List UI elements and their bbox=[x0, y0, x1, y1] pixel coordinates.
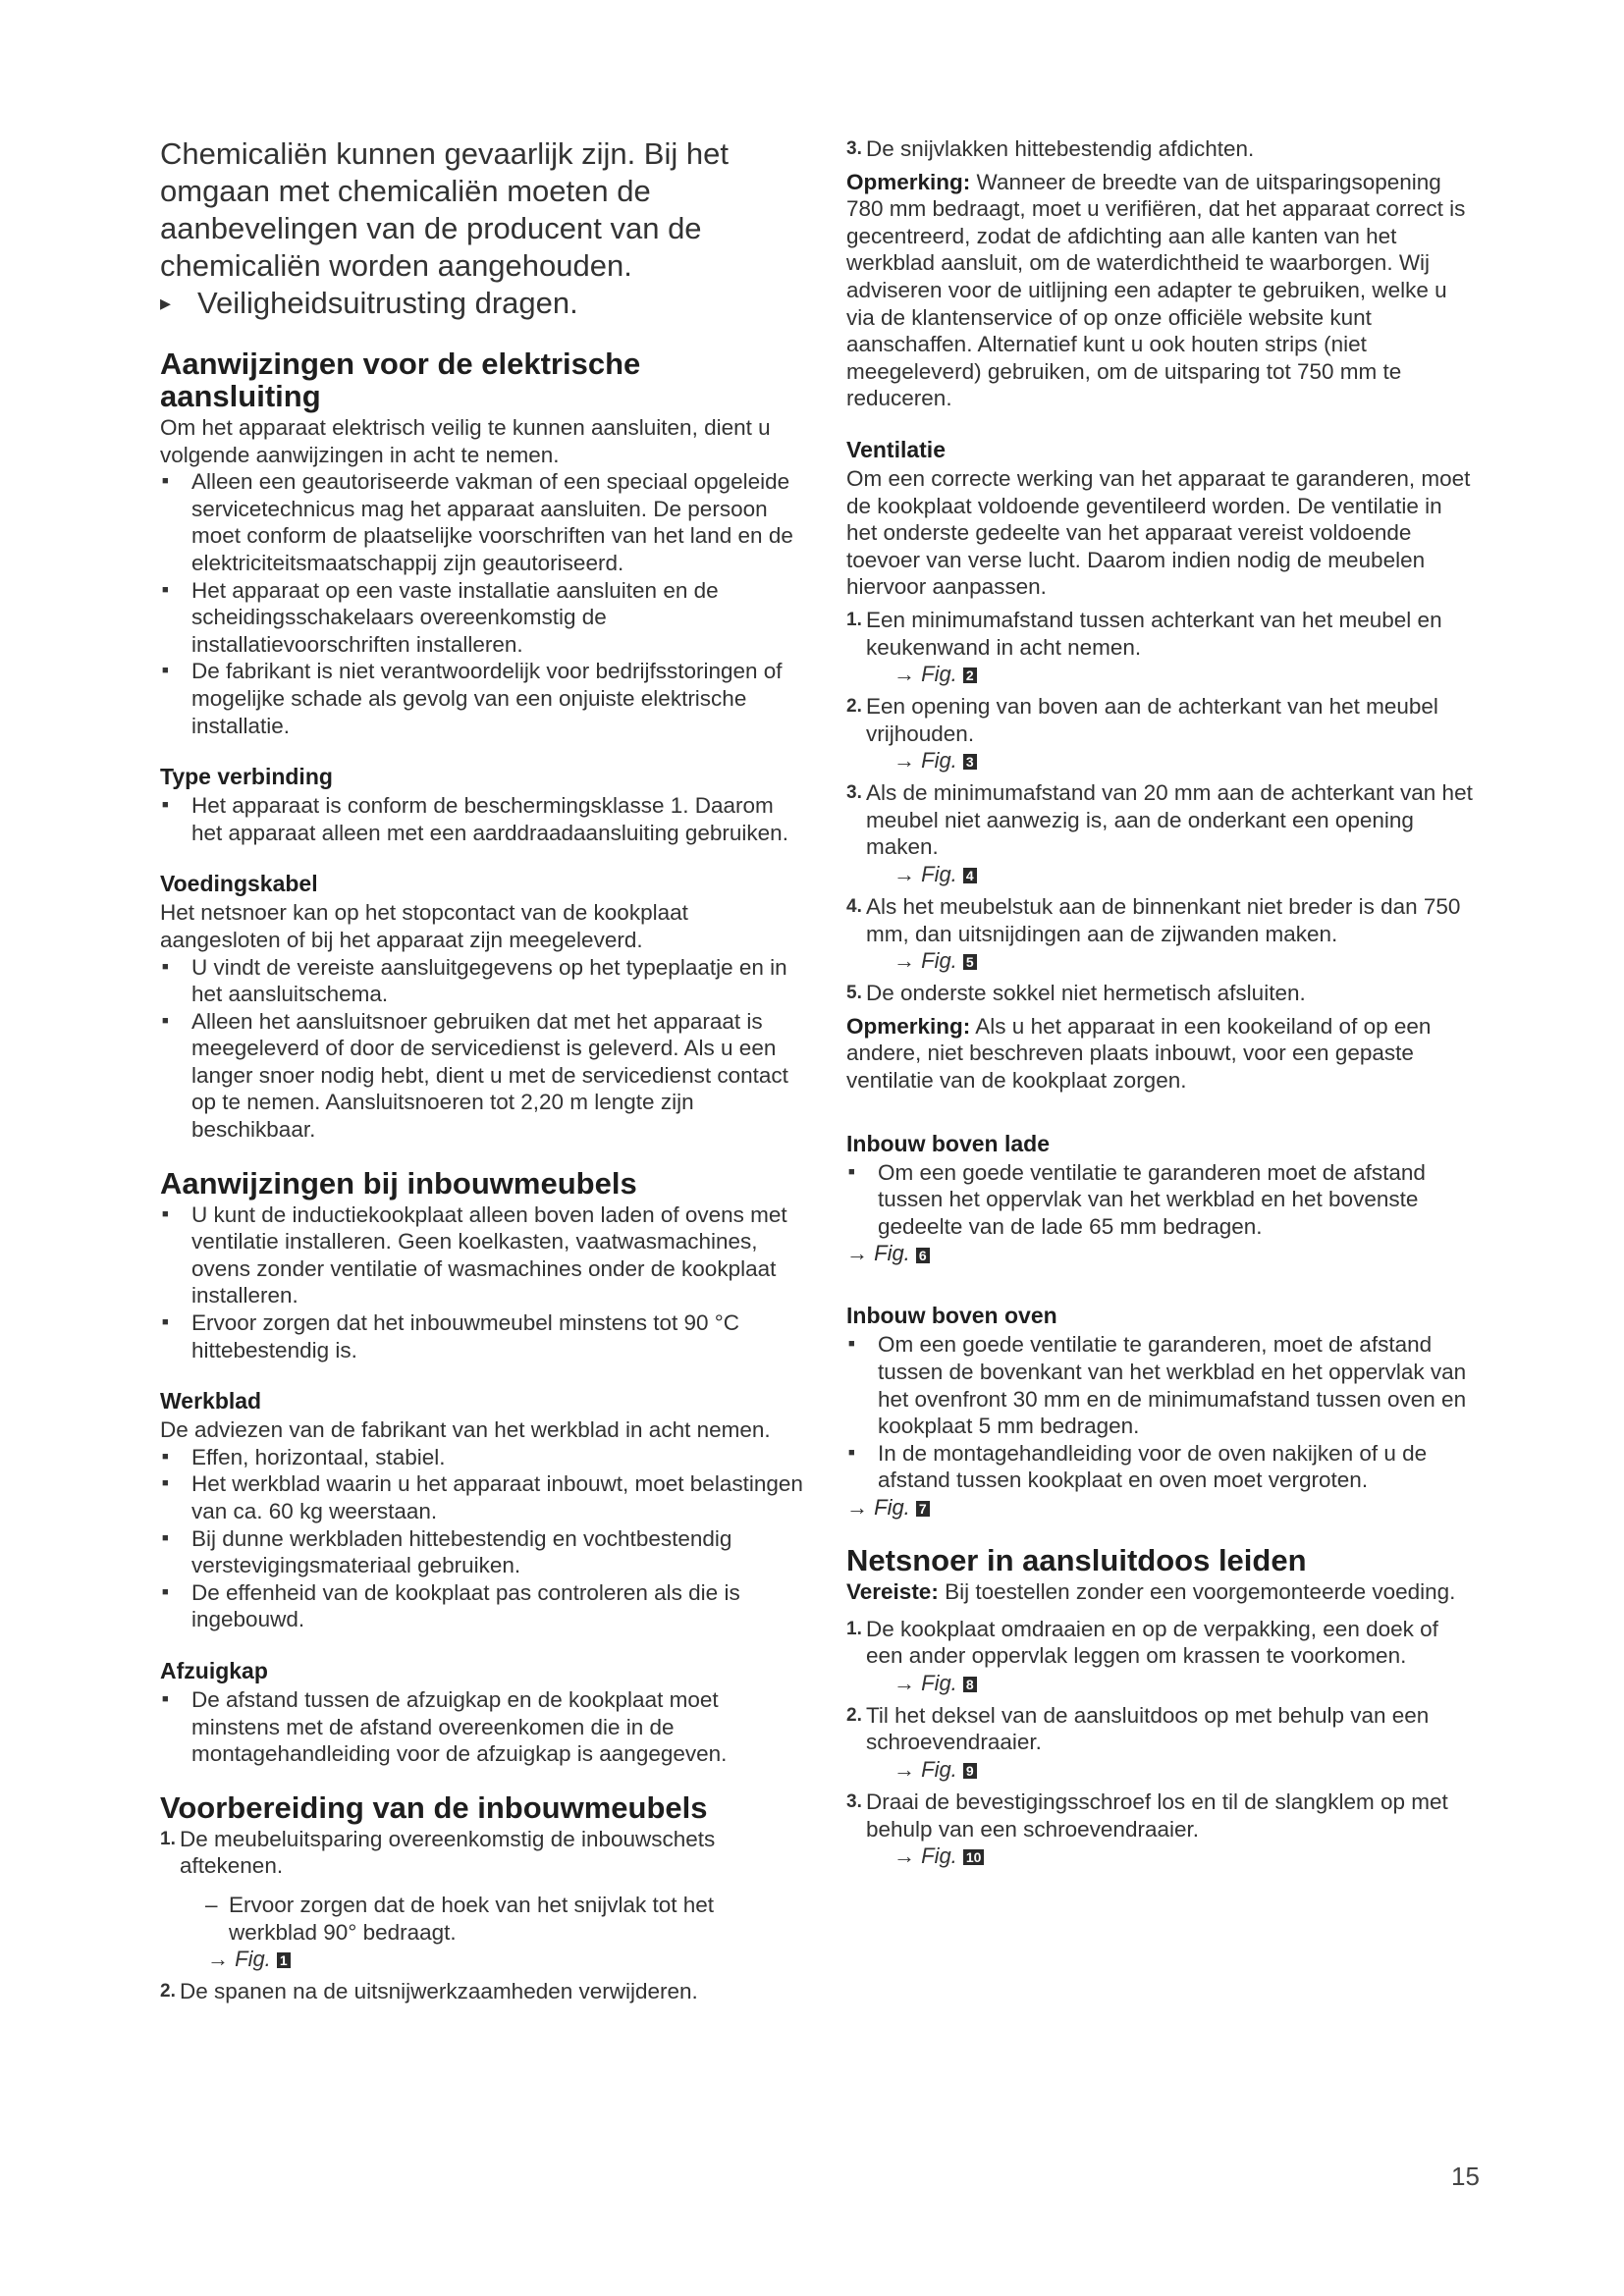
step-text: Til het deksel van de aansluitdoos op met behulp van een schroevendraaier. bbox=[866, 1702, 1430, 1755]
note-label: Opmerking: bbox=[846, 1013, 971, 1039]
figure-ref: → Fig. 10 bbox=[866, 1842, 1475, 1869]
step-text: Een opening van boven aan de achterkant van het meubel vrijhouden. bbox=[866, 694, 1438, 746]
fig-label: Fig. bbox=[921, 1843, 957, 1869]
worktop-text: De adviezen van de fabrikant van het werkblad in acht nemen. bbox=[160, 1417, 771, 1443]
step-number: 5. bbox=[846, 983, 862, 1004]
requirement bbox=[846, 1578, 1475, 1606]
note bbox=[846, 169, 1475, 412]
heading-hood: Afzuigkap bbox=[160, 1657, 268, 1683]
list-item: ■ Het apparaat op een vaste installatie aansluiten en de scheidingsschakelaars overeenkomstig de installatievoorschriften installeren. bbox=[160, 577, 808, 659]
step-item bbox=[160, 1978, 808, 2005]
cable-text: Het netsnoer kan op het stopcontact van de kookplaat aangesloten of bij het apparaat zijn meegeleverd. bbox=[160, 900, 688, 952]
list-item: ■ De effenheid van de kookplaat pas controleren als die is ingebouwd. bbox=[160, 1579, 808, 1633]
list-item: ■ De fabrikant is niet verantwoordelijk voor bedrijfsstoringen of mogelijke schade als gevolg van een onjuiste elektrische installatie. bbox=[160, 658, 808, 739]
heading-cord: Netsnoer in aansluitdoos leiden bbox=[846, 1542, 1307, 1577]
step-item bbox=[846, 607, 1475, 687]
list-item: ■ Effen, horizontaal, stabiel. bbox=[160, 1444, 808, 1471]
step-number: 4. bbox=[846, 896, 862, 918]
fig-label: Fig. bbox=[921, 748, 957, 774]
heading-power-cable: Voedingskabel bbox=[160, 871, 318, 897]
note bbox=[846, 1013, 1475, 1095]
figure-ref: → Fig. 1 bbox=[180, 1946, 808, 1972]
heading-electrical: Aanwijzingen voor de elektrische aansluiting bbox=[160, 347, 641, 413]
heading-ventilation: Ventilatie bbox=[846, 436, 946, 462]
step-text: De spanen na de uitsnijwerkzaamheden verwijderen. bbox=[180, 1979, 698, 2004]
fig-label: Fig. bbox=[874, 1241, 910, 1266]
list-item: ■ Het apparaat is conform de beschermingsklasse 1. Daarom het apparaat alleen met een aarddraadaansluiting gebruiken. bbox=[160, 792, 808, 846]
figure-number: 7 bbox=[916, 1501, 930, 1517]
figure-number: 6 bbox=[916, 1248, 930, 1263]
heading-furniture: Aanwijzingen bij inbouwmeubels bbox=[160, 1165, 637, 1201]
heading-worktop: Werkblad bbox=[160, 1388, 262, 1415]
step-item bbox=[846, 779, 1475, 887]
step-item bbox=[846, 1789, 1475, 1869]
figure-number: 1 bbox=[277, 1952, 291, 1968]
step-number: 3. bbox=[846, 1790, 862, 1812]
figure-ref: → Fig. 5 bbox=[866, 947, 1475, 974]
requirement-label: Vereiste: bbox=[846, 1578, 939, 1604]
list-item: ■ Ervoor zorgen dat het inbouwmeubel minstens tot 90 °C hittebestendig is. bbox=[160, 1309, 808, 1363]
figure-ref: → Fig. 9 bbox=[866, 1756, 1475, 1783]
requirement-text: Bij toestellen zonder een voorgemonteerde voeding. bbox=[945, 1578, 1456, 1604]
step-text: Als het meubelstuk aan de binnenkant niet breder is dan 750 mm, dan uitsnijdingen aan de zijwanden maken. bbox=[866, 894, 1461, 946]
figure-number: 5 bbox=[963, 954, 977, 970]
list-item: ■ U kunt de inductiekookplaat alleen boven laden of ovens met ventilatie installeren. Geen koelkasten, vaatwasmachines, ovens zonder ventilatie of wasmachines onder de kookplaat installeren. bbox=[160, 1201, 808, 1309]
figure-number: 4 bbox=[963, 868, 977, 883]
list-item: ■ U vindt de vereiste aansluitgegevens op het typeplaatje en in het aansluitschema. bbox=[160, 954, 808, 1008]
list-item: ■ Om een goede ventilatie te garanderen moet de afstand tussen het oppervlak van het werkblad en het bovenste gedeelte van de lade 65 mm bedragen. bbox=[846, 1159, 1475, 1241]
figure-ref: → Fig. 2 bbox=[866, 661, 1475, 687]
step-number: 3. bbox=[846, 782, 862, 804]
step-number: 2. bbox=[846, 1704, 862, 1726]
figure-number: 10 bbox=[963, 1849, 985, 1865]
fig-label: Fig. bbox=[921, 948, 957, 974]
intro-action: ▸ Veiligheidsuitrusting dragen. bbox=[160, 285, 808, 322]
fig-label: Fig. bbox=[921, 1670, 957, 1695]
list-item: ■ Bij dunne werkbladen hittebestendig en vochtbestendig verstevigingsmateriaal gebruiken. bbox=[160, 1525, 808, 1579]
sub-step: – Ervoor zorgen dat de hoek van het snijvlak tot het werkblad 90° bedraagt. bbox=[180, 1892, 808, 1946]
intro-text: Chemicaliën kunnen gevaarlijk zijn. Bij het omgaan met chemicaliën moeten de aanbevelingen van de producent van de chemicaliën worden aangehouden. bbox=[160, 136, 729, 283]
step-text: De onderste sokkel niet hermetisch afsluiten. bbox=[866, 981, 1306, 1006]
step-number: 1. bbox=[846, 609, 862, 630]
heading-preparation: Voorbereiding van de inbouwmeubels bbox=[160, 1789, 708, 1825]
step-number: 2. bbox=[160, 1981, 176, 2002]
note-text: Als u het apparaat in een kookeiland of op een andere, niet beschreven plaats inbouwt, voor een gepaste ventilatie van de kookplaat zorgen. bbox=[846, 1013, 1432, 1094]
fig-label: Fig. bbox=[921, 862, 957, 887]
step-text: Een minimumafstand tussen achterkant van het meubel en keukenwand in acht nemen. bbox=[866, 607, 1442, 660]
fig-label: Fig. bbox=[921, 662, 957, 687]
electrical-text: Om het apparaat elektrisch veilig te kunnen aansluiten, dient u volgende aanwijzingen in acht te nemen. bbox=[160, 415, 771, 467]
step-text: De snijvlakken hittebestendig afdichten. bbox=[866, 136, 1255, 161]
figure-number: 9 bbox=[963, 1763, 977, 1779]
figure-ref: → Fig. 7 bbox=[846, 1494, 1475, 1521]
fig-label: Fig. bbox=[874, 1494, 910, 1520]
list-item: ■ Om een goede ventilatie te garanderen, moet de afstand tussen de bovenkant van het werkblad en het oppervlak van het ovenfront 30 mm en de minimumafstand tussen oven en kookplaat 5 mm bedragen. bbox=[846, 1331, 1475, 1439]
step-text: Draai de bevestigingsschroef los en til de slangklem op met behulp van een schroevendraaier. bbox=[866, 1789, 1448, 1842]
step-text: De meubeluitsparing overeenkomstig de inbouwschets aftekenen. bbox=[180, 1826, 716, 1879]
list-item: ■ Alleen het aansluitsnoer gebruiken dat met het apparaat is meegeleverd of door de servicedienst is geleverd. Als u een langer snoer nodig hebt, dient u met de servicedienst contact op te nemen. Aansluitsnoeren tot 2,20 m lengte zijn beschikbaar. bbox=[160, 1008, 808, 1144]
step-text: Als de minimumafstand van 20 mm aan de achterkant van het meubel niet aanwezig is, aan de onderkant een opening maken. bbox=[866, 780, 1473, 860]
ventilation-text: Om een correcte werking van het apparaat te garanderen, moet de kookplaat voldoende geventileerd worden. De ventilatie in het onderste gedeelte van het apparaat vereist voldoende toevoer van verse lucht. Daarom indien nodig de meubelen hiervoor aanpassen. bbox=[846, 465, 1471, 600]
fig-label: Fig. bbox=[921, 1756, 957, 1782]
figure-ref: → Fig. 8 bbox=[866, 1670, 1475, 1696]
figure-number: 3 bbox=[963, 754, 977, 770]
step-item bbox=[160, 1826, 808, 1972]
step-text: De kookplaat omdraaien en op de verpakking, een doek of een ander oppervlak leggen om krassen te voorkomen. bbox=[866, 1616, 1438, 1669]
step-item bbox=[846, 135, 1475, 163]
figure-number: 8 bbox=[963, 1677, 977, 1692]
figure-number: 2 bbox=[963, 667, 977, 683]
right-column bbox=[846, 135, 1475, 1875]
figure-ref: → Fig. 4 bbox=[866, 861, 1475, 887]
left-column bbox=[160, 135, 808, 2011]
figure-ref: → Fig. 3 bbox=[866, 747, 1475, 774]
note-label: Opmerking: bbox=[846, 169, 971, 194]
list-item: ■ Alleen een geautoriseerde vakman of een speciaal opgeleide servicetechnicus mag het apparaat aansluiten. De persoon moet conform de plaatselijke voorschriften van het land en de elektriciteitsmaatschappij zijn geautoriseerd. bbox=[160, 468, 808, 576]
note-text: Wanneer de breedte van de uitsparingsopening 780 mm bedraagt, moet u verifiëren, dat het apparaat correct is gecentreerd, zodat de afdichting aan alle kanten van het werkblad aansluit, om de waterdichtheid te waarborgen. Wij adviseren voor de uitlijning een adapter te gebruiken, welke u via de klantenservice of op onze officiële website kunt aanschaffen. Alternatief kunt u ook houten strips (niet meegeleverd) gebruiken, om de uitsparing tot 750 mm te reduceren. bbox=[846, 169, 1466, 411]
heading-oven: Inbouw boven oven bbox=[846, 1303, 1057, 1329]
page-number: 15 bbox=[1451, 2162, 1480, 2191]
step-number: 2. bbox=[846, 696, 862, 718]
heading-drawer: Inbouw boven lade bbox=[846, 1130, 1051, 1156]
step-number: 1. bbox=[160, 1828, 176, 1849]
figure-ref: → Fig. 6 bbox=[846, 1240, 1475, 1266]
step-item bbox=[846, 893, 1475, 974]
list-item: ■ In de montagehandleiding voor de oven nakijken of u de afstand tussen kookplaat en oven moet vergroten. bbox=[846, 1440, 1475, 1494]
step-number: 1. bbox=[846, 1618, 862, 1639]
fig-label: Fig. bbox=[235, 1947, 271, 1972]
step-item bbox=[846, 1616, 1475, 1696]
step-item bbox=[846, 980, 1475, 1007]
list-item: ■ Het werkblad waarin u het apparaat inbouwt, moet belastingen van ca. 60 kg weerstaan. bbox=[160, 1470, 808, 1524]
step-item bbox=[846, 693, 1475, 774]
heading-connection-type: Type verbinding bbox=[160, 764, 333, 790]
step-number: 3. bbox=[846, 138, 862, 159]
step-item bbox=[846, 1702, 1475, 1783]
list-item: ■ De afstand tussen de afzuigkap en de kookplaat moet minstens met de afstand overeenkomen die in de montagehandleiding voor de afzuigkap is aangegeven. bbox=[160, 1686, 808, 1768]
